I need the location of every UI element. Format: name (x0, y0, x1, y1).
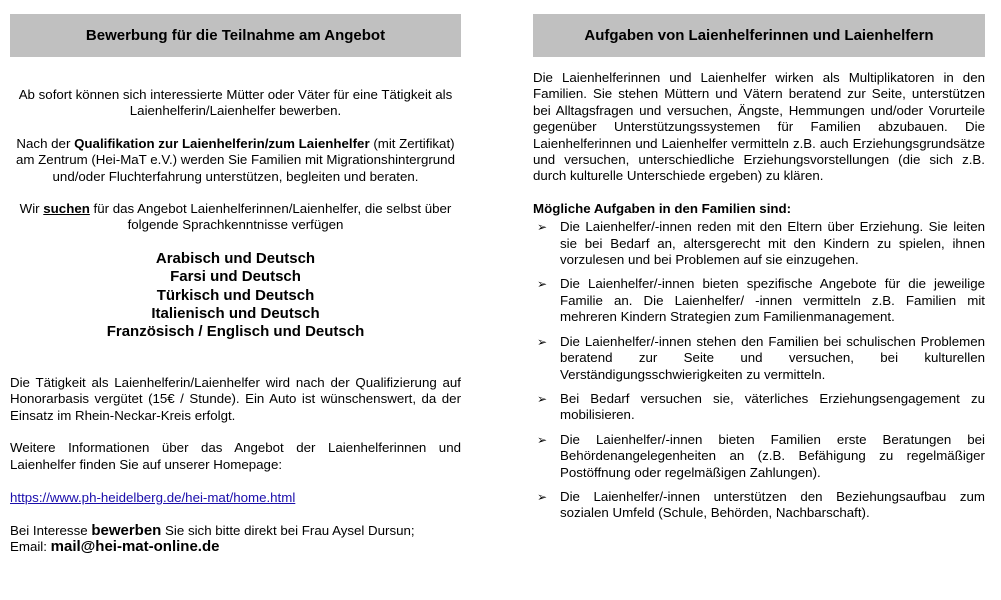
arrow-bullet-icon: ➢ (537, 334, 548, 349)
more-info-text: Weitere Informationen über das Angebot der Laienhelferinnen und Laienhelfer finden Sie auf unserer Homepage: (10, 440, 461, 472)
intro-text: Ab sofort können sich interessierte Mütter oder Väter für eine Tätigkeit als Laienhelferin/Laienhelfer bewerben. (18, 87, 453, 119)
search-pre: Wir (19, 201, 44, 217)
arrow-bullet-icon: ➢ (537, 489, 548, 504)
task-text: Die Laienhelfer/-innen unterstützen den Beziehungsaufbau zum sozialen Umfeld (Schule, Behörden, Nachbarschaft). (560, 488, 985, 521)
contact-post: Sie sich bitte direkt bei Frau Aysel Dursun; (161, 522, 415, 538)
language-item: Französisch / Englisch und Deutsch (106, 323, 365, 341)
payment-text: Die Tätigkeit als Laienhelferin/Laienhelfer wird nach der Qualifizierung auf Honorarbasis vergütet (15€ / Stunde). Ein Auto ist wünschenswert, da der Einsatz im Rhein-Neckar-Kreis erfolgt. (10, 374, 461, 423)
task-item (533, 276, 985, 325)
arrow-bullet-icon: ➢ (537, 432, 548, 447)
arrow-bullet-icon: ➢ (537, 220, 548, 235)
arrow-bullet-icon: ➢ (537, 391, 548, 406)
language-list (10, 250, 461, 342)
homepage-link[interactable]: https://www.ph-heidelberg.de/hei-mat/home.html (10, 489, 296, 505)
contact-text (10, 523, 461, 556)
task-text: Die Laienhelfer/-innen bieten spezifische Angebote für die jeweilige Familie an. Die Laienhelfer/ -innen vermitteln z.B. Familien mit mehreren Kindern Strategien zum Familienmanagement. (560, 276, 985, 325)
task-item (533, 334, 985, 383)
qualification-bold: Qualifikation zur Laienhelferin/zum Laienhelfer (74, 135, 370, 151)
right-header (533, 14, 985, 57)
language-item: Italienisch und Deutsch (151, 305, 320, 323)
tasks-intro-text: Die Laienhelferinnen und Laienhelfer wirken als Multiplikatoren in den Familien. Sie stehen Müttern und Vätern beratend zur Seite, unterstützen bei Alltagsfragen und versuchen, Ängste, Hemmungen und/oder Vorurteile gegenüber Unterstützungssystemen für Familien abzubauen. Die Laienhelferinnen und Laienhelfer vermitteln z.B. auch Erziehungsgrundsätze und versuchen, unterschiedliche Erziehungsvorstellungen (die sich z.B. durch kulturelle Unterschiede ergeben) zu klären. (533, 70, 985, 184)
search-post: für das Angebot Laienhelferinnen/Laienhelfer, die selbst über folgende Sprachkenntnisse verfügen (89, 201, 452, 233)
right-column (533, 14, 985, 522)
task-text: Die Laienhelfer/-innen reden mit den Eltern über Erziehung. Sie leiten sie bei Bedarf an, altersgerecht mit den Kindern zu spielen, ihnen vorzulesen und bei Problemen auf sie einzugehen. (560, 219, 985, 268)
language-item: Türkisch und Deutsch (156, 286, 315, 304)
task-item (533, 432, 985, 481)
language-item: Farsi und Deutsch (170, 268, 301, 286)
task-list (533, 219, 985, 522)
arrow-bullet-icon: ➢ (537, 277, 548, 292)
right-header-title: Aufgaben von Laienhelferinnen und Laienhelfern (584, 27, 934, 44)
task-item (533, 219, 985, 268)
email-label: Email: (10, 539, 51, 555)
qualification-post: (mit Zertifikat) am Zentrum (Hei-MaT e.V.) werden Sie Familien mit Migrationshintergrund und/oder Fluchterfahrung unterstützen, begleiten und beraten. (16, 135, 455, 184)
homepage-link-wrap (10, 489, 461, 507)
search-word: suchen (43, 201, 90, 217)
task-item (533, 489, 985, 522)
contact-bold: bewerben (91, 521, 162, 539)
qualification-text (10, 136, 461, 185)
left-column (10, 14, 461, 556)
language-item: Arabisch und Deutsch (155, 249, 316, 267)
left-header-title: Bewerbung für die Teilnahme am Angebot (85, 27, 386, 44)
contact-pre: Bei Interesse (10, 522, 92, 538)
search-text (10, 201, 461, 234)
task-item (533, 391, 985, 424)
task-text: Die Laienhelfer/-innen bieten Familien erste Beratungen bei Behördenangelegenheiten an (z.B. Befähigung zu regelmäßiger Postöffnung oder regelmäßigen Zahlungen). (560, 431, 985, 480)
task-text: Die Laienhelfer/-innen stehen den Familien bei schulischen Problemen beratend zur Seite und versuchen, bei kulturellen Verständigungsschwierigkeiten zu vermitteln. (560, 333, 985, 382)
tasks-title: Mögliche Aufgaben in den Familien sind: (533, 200, 792, 216)
qualification-pre: Nach der (16, 135, 75, 151)
left-header (10, 14, 461, 57)
task-text: Bei Bedarf versuchen sie, väterliches Erziehungsengagement zu mobilisieren. (560, 390, 985, 423)
email-address[interactable]: mail@hei-mat-online.de (50, 538, 220, 556)
